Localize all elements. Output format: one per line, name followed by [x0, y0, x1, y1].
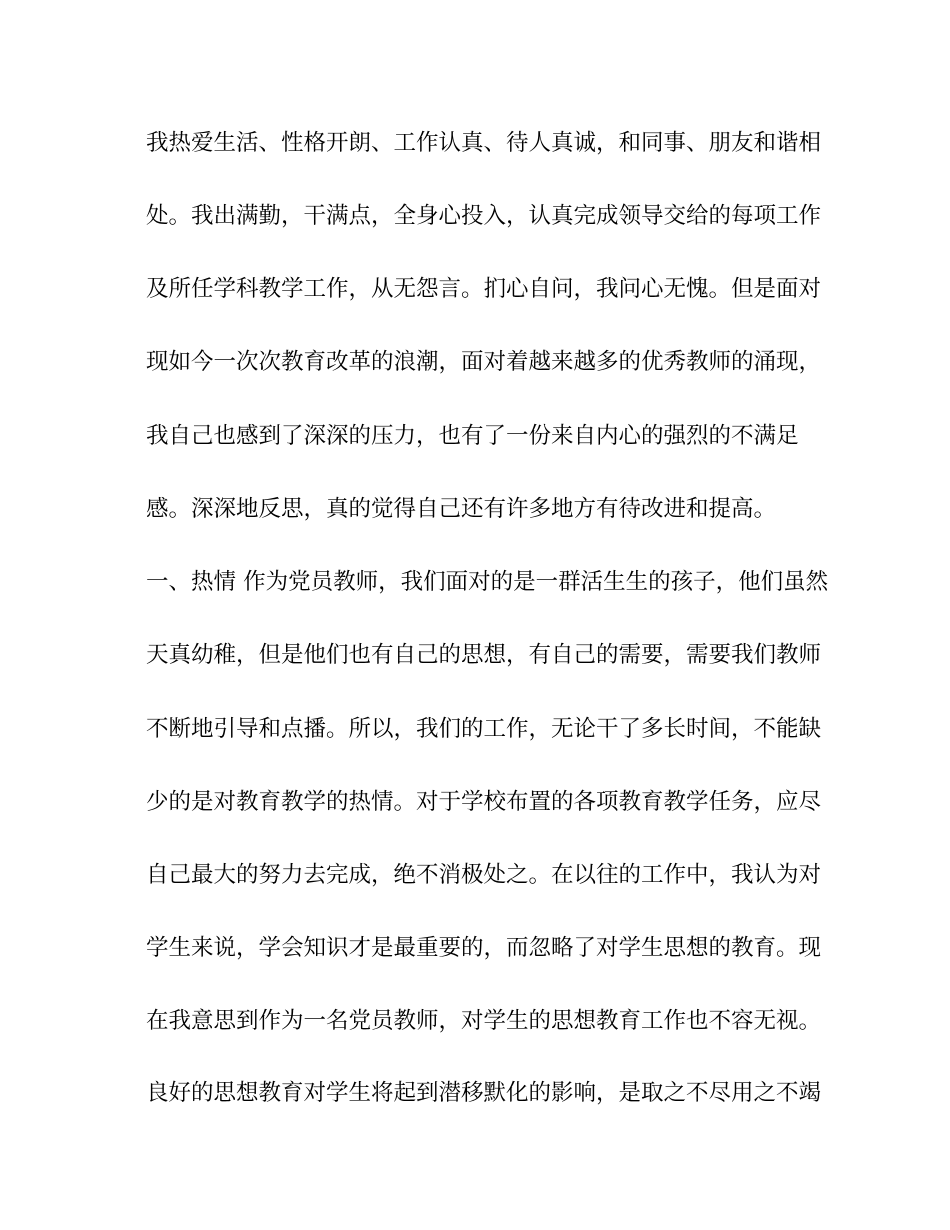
text-line-8: 天真幼稚，但是他们也有自己的思想，有自己的需要，需要我们教师 — [146, 642, 822, 668]
text-line-4: 现如今一次次教育改革的浪潮，面对着越来越多的优秀教师的涌现， — [146, 349, 822, 375]
text-line-11: 自己最大的努力去完成，绝不消极处之。在以往的工作中，我认为对 — [146, 862, 822, 888]
text-line-12: 学生来说，学会知识才是最重要的，而忽略了对学生思想的教育。现 — [146, 935, 822, 961]
text-line-13: 在我意思到作为一名党员教师，对学生的思想教育工作也不容无视。 — [146, 1008, 822, 1034]
text-line-6: 感。深深地反思，真的觉得自己还有许多地方有待改进和提高。 — [146, 496, 777, 522]
text-line-2: 处。我出满勤，干满点，全身心投入，认真完成领导交给的每项工作 — [146, 203, 822, 229]
text-line-3: 及所任学科教学工作，从无怨言。扪心自问，我问心无愧。但是面对 — [146, 276, 822, 302]
text-line-9: 不断地引导和点播。所以，我们的工作，无论干了多长时间，不能缺 — [146, 716, 822, 742]
text-line-14: 良好的思想教育对学生将起到潜移默化的影响，是取之不尽用之不竭 — [146, 1080, 822, 1106]
text-line-5: 我自己也感到了深深的压力，也有了一份来自内心的强烈的不满足 — [146, 423, 799, 449]
text-line-10: 少的是对教育教学的热情。对于学校布置的各项教育教学任务，应尽 — [146, 789, 822, 815]
text-line-1: 我热爱生活、性格开朗、工作认真、待人真诚，和同事、朋友和谐相 — [146, 130, 822, 156]
text-line-7: 一、热情 作为党员教师，我们面对的是一群活生生的孩子，他们虽然 — [146, 569, 829, 595]
